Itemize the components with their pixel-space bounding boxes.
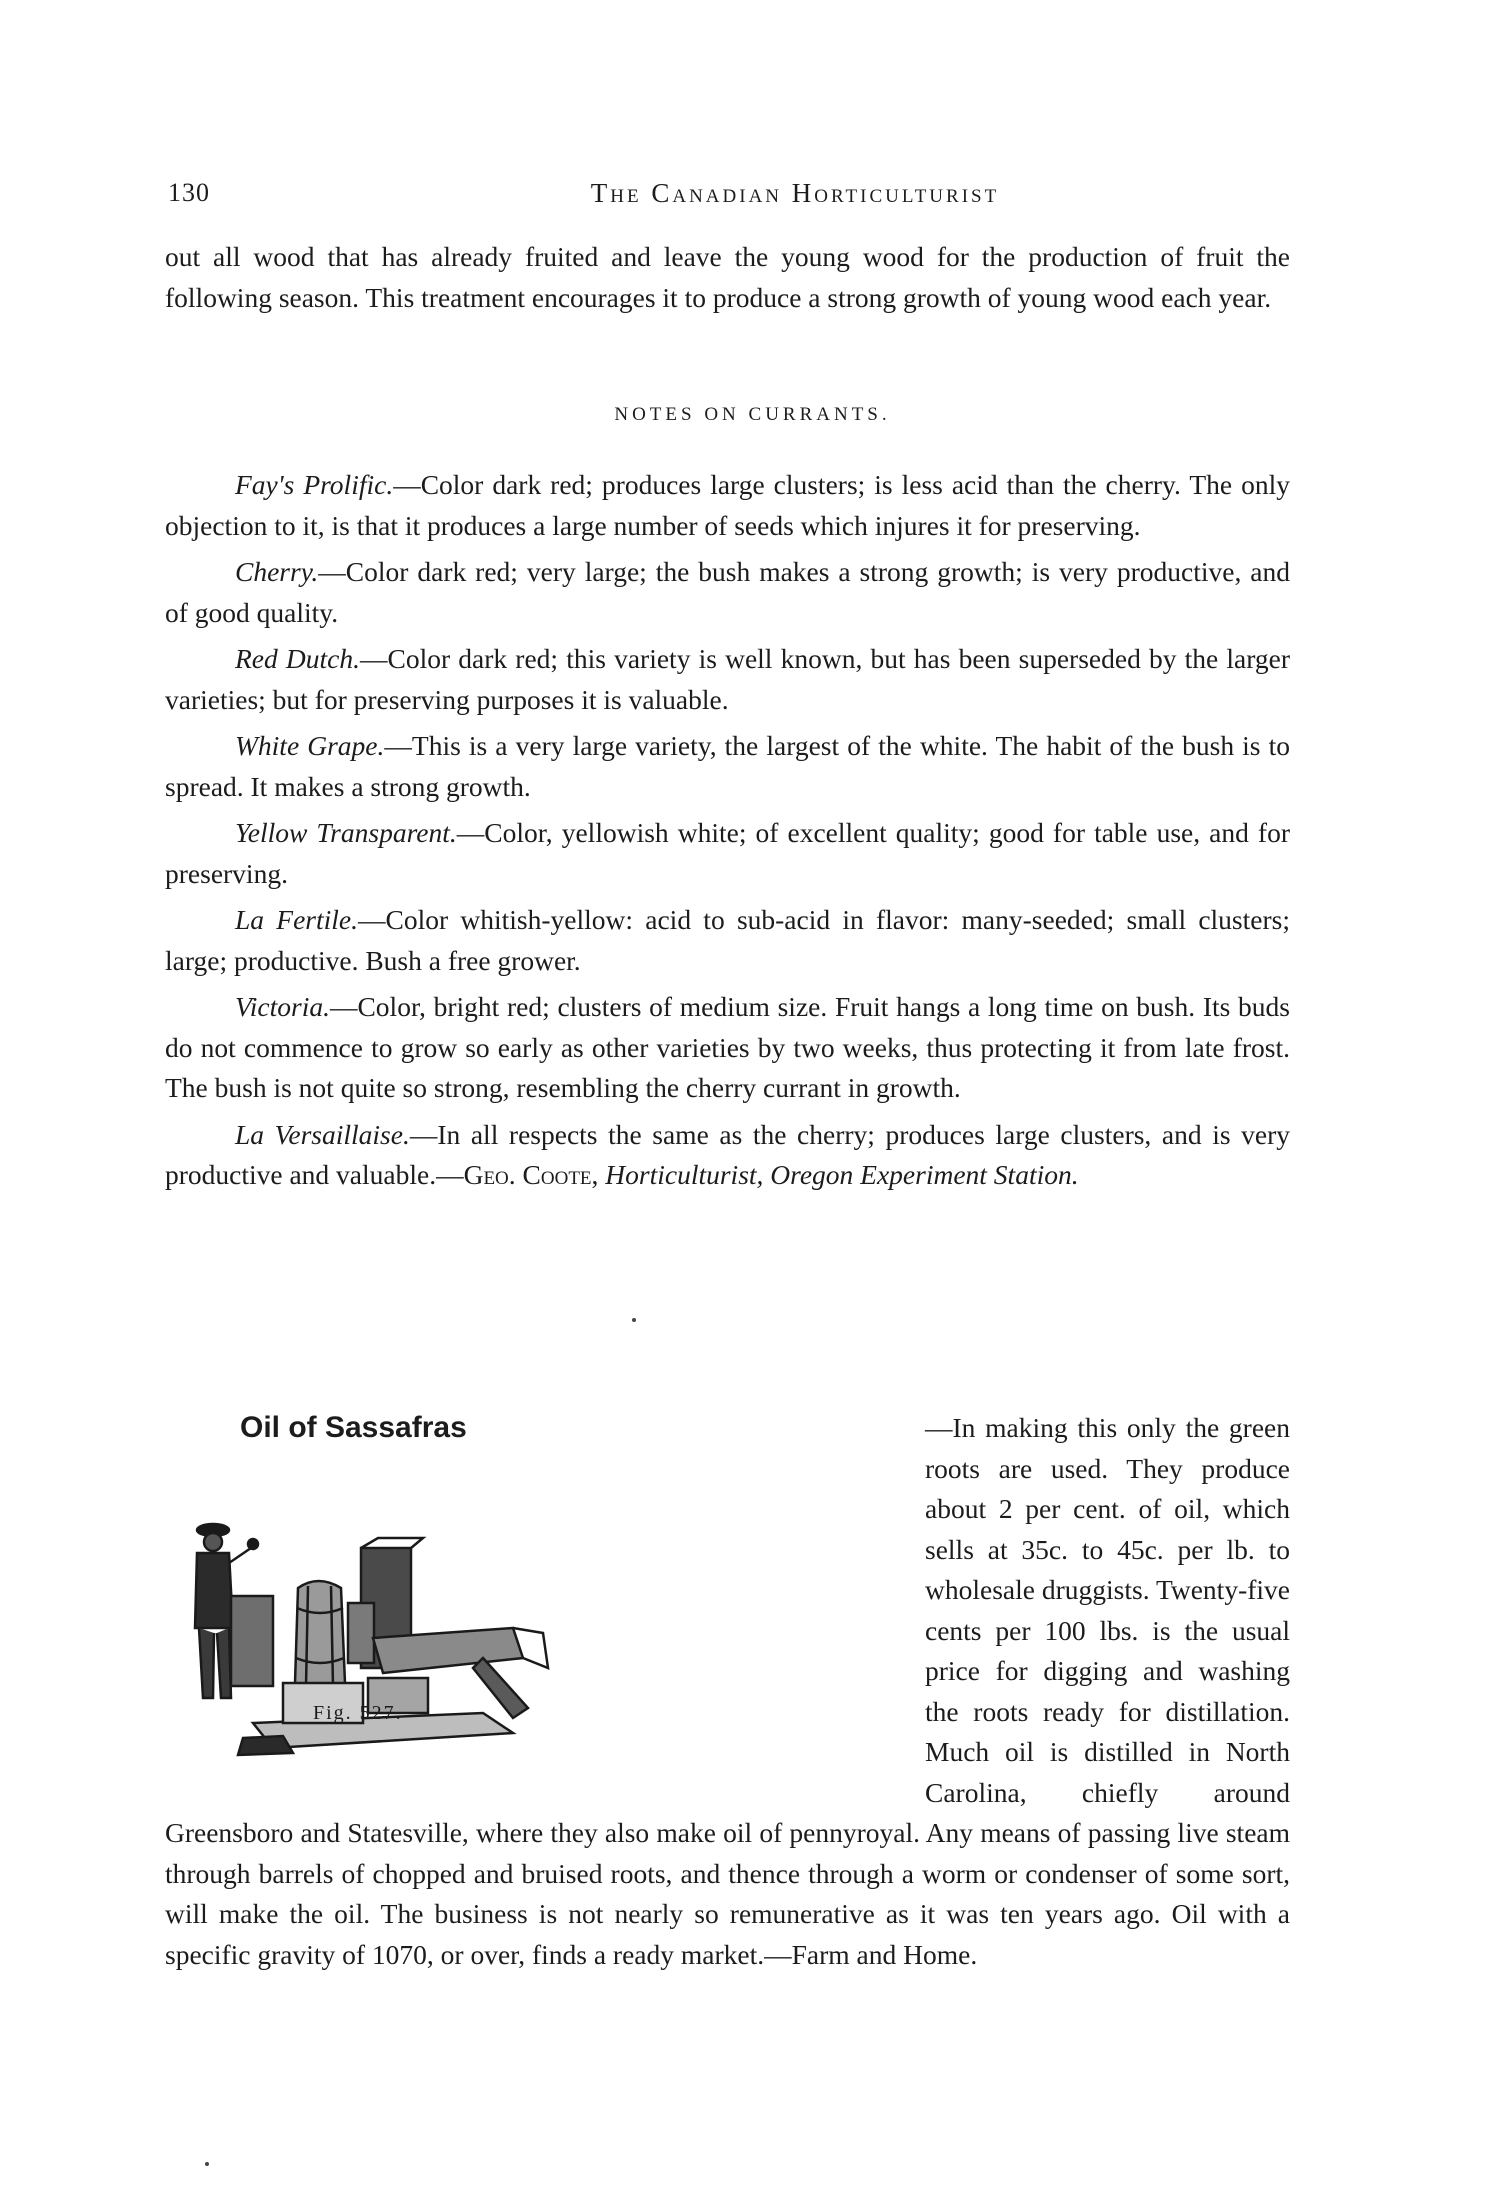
entry-victoria bbox=[165, 987, 1290, 1109]
variety-description: —Color dark red; produces large clusters; is less acid than the cherry. The only objection to it, is that it produces a large number of seeds which injures it for preserving. bbox=[165, 469, 1290, 541]
entry-red-dutch bbox=[165, 639, 1290, 720]
running-head: The Canadian Horticulturist bbox=[590, 178, 1000, 208]
stray-mark bbox=[205, 2162, 209, 2166]
page-header bbox=[0, 178, 1505, 218]
variety-name: Red Dutch. bbox=[235, 643, 360, 674]
variety-description: —Color, yellowish white; of excellent quality; good for table use, and for preserving. bbox=[165, 817, 1290, 889]
variety-name: Victoria. bbox=[235, 991, 330, 1022]
variety-name: Yellow Transparent. bbox=[235, 817, 457, 848]
sassafras-heading: Oil of Sassafras bbox=[240, 1411, 467, 1444]
credit-author: Geo. Coote, bbox=[463, 1159, 599, 1190]
figure-caption: Fig. 527. bbox=[313, 1702, 403, 1724]
variety-name: La Fertile. bbox=[235, 904, 358, 935]
variety-description: —Color, bright red; clusters of medium size. Fruit hangs a long time on bush. Its buds do not commence to grow so early as other varieties by two weeks, thus protecting it from late frost. The bush is not quite so strong, resembling the cherry currant in growth. bbox=[165, 991, 1290, 1103]
currant-entries bbox=[165, 465, 1290, 1202]
credit-affiliation: Horticulturist, Oregon Experiment Station. bbox=[605, 1159, 1079, 1190]
variety-name: La Versaillaise. bbox=[235, 1118, 410, 1150]
variety-description: —Color dark red; this variety is well known, but has been superseded by the larger varieties; but for preserving purposes it is valuable. bbox=[165, 643, 1290, 715]
section-heading: NOTES ON CURRANTS. bbox=[614, 404, 891, 425]
entry-la-versaillaise bbox=[165, 1115, 1290, 1196]
variety-description: —Color dark red; very large; the bush makes a strong growth; is very productive, and of good quality. bbox=[165, 556, 1290, 628]
variety-description: —Color whitish-yellow: acid to sub-acid in flavor: many-seeded; small clusters; large; productive. Bush a free grower. bbox=[165, 904, 1290, 976]
entry-cherry bbox=[165, 552, 1290, 633]
entry-fays-prolific bbox=[165, 465, 1290, 546]
entry-white-grape bbox=[165, 726, 1290, 807]
sassafras-paragraph: —In making this only the green roots are used. They produce about 2 per cent. of oil, which sells at 35c. to 45c. per lb. to wholesale druggists. Twenty-five cents per 100 lbs. is the usual price for digging and washing the roots ready for distillation. Much oil is distilled in North Carolina, chiefly around Greensboro and Statesville, where they also make oil of pennyroyal. Any means of passing live steam through barrels of chopped and bruised roots, and thence through a worm or condenser of some sort, will make the oil. The business is not nearly so remunerative as it was ten years ago. Oil with a specific gravity of 1070, or over, finds a ready market.—Farm and Home. bbox=[165, 1412, 1290, 1970]
variety-description: —In all respects the same as the cherry; produces large clusters, and is very productive and valuable.— bbox=[165, 1118, 1290, 1190]
variety-name: Fay's Prolific. bbox=[235, 469, 394, 500]
variety-description: —This is a very large variety, the largest of the white. The habit of the bush is to spread. It makes a strong growth. bbox=[165, 730, 1290, 802]
variety-name: White Grape. bbox=[235, 730, 385, 761]
entry-yellow-transparent bbox=[165, 813, 1290, 894]
stray-mark bbox=[632, 1318, 636, 1322]
variety-name: Cherry. bbox=[235, 556, 319, 587]
intro-paragraph: out all wood that has already fruited and leave the young wood for the production of fruit the following season. This treatment encourages it to produce a strong growth of young wood each year. bbox=[165, 241, 1290, 313]
entry-la-fertile bbox=[165, 900, 1290, 981]
page-number: 130 bbox=[168, 178, 210, 207]
